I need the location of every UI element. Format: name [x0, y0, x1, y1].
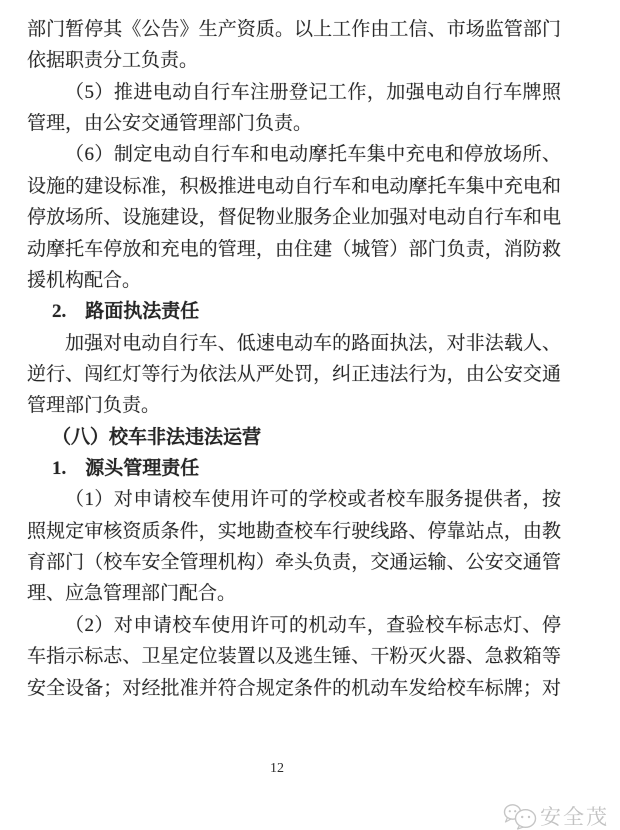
watermark	[503, 801, 609, 830]
text-line: （5）推进电动自行车注册登记工作，加强电动自行车牌照	[65, 81, 561, 103]
text-line: 停放场所、设施建设，督促物业服务企业加强对电动自行车和电	[27, 207, 561, 229]
text-line: 援机构配合。	[27, 269, 142, 291]
text-line: 安全设备；对经批准并符合规定条件的机动车发给校车标牌；对	[27, 677, 561, 699]
wechat-bubbles-icon	[503, 803, 537, 830]
text-line: 部门暂停其《公告》生产资质。以上工作由工信、市场监管部门	[27, 19, 561, 40]
text-line: 车指示标志、卫星定位装置以及逃生锤、干粉灭火器、急救箱等	[27, 646, 561, 668]
text-line: 管理，由公安交通管理部门负责。	[27, 113, 313, 135]
text-line: （1）对申请校车使用许可的学校或者校车服务提供者，按	[65, 489, 561, 511]
text-line: 依据职责分工负责。	[27, 50, 199, 72]
text-line: 育部门（校车安全管理机构）牵头负责，交通运输、公安交通管	[27, 552, 561, 574]
text-line: 2. 路面执法责任	[52, 301, 200, 323]
text-line: 逆行、闯红灯等行为依法从严处罚，纠正违法行为，由公安交通	[27, 363, 561, 385]
watermark-text: 安全茂	[540, 806, 609, 829]
text-line: 设施的建设标准，积极推进电动自行车和电动摩托车集中充电和	[27, 175, 561, 197]
document-body	[27, 14, 561, 704]
text-line: （6）制定电动自行车和电动摩托车集中充电和停放场所、	[65, 144, 561, 166]
text-line: 加强对电动自行车、低速电动车的路面执法，对非法载人、	[65, 332, 561, 354]
text-line: 照规定审核资质条件，实地勘查校车行驶线路、停靠站点，由教	[27, 520, 561, 542]
text-line: 动摩托车停放和充电的管理，由住建（城管）部门负责，消防救	[27, 238, 561, 260]
text-line: （2）对申请校车使用许可的机动车，查验校车标志灯、停	[65, 614, 561, 636]
text-line: 理、应急管理部门配合。	[27, 583, 237, 605]
text-line: 管理部门负责。	[27, 395, 161, 417]
page-number: 12	[270, 761, 284, 776]
text-line: （八）校车非法违法运营	[52, 426, 262, 448]
text-line: 1. 源头管理责任	[52, 458, 200, 480]
